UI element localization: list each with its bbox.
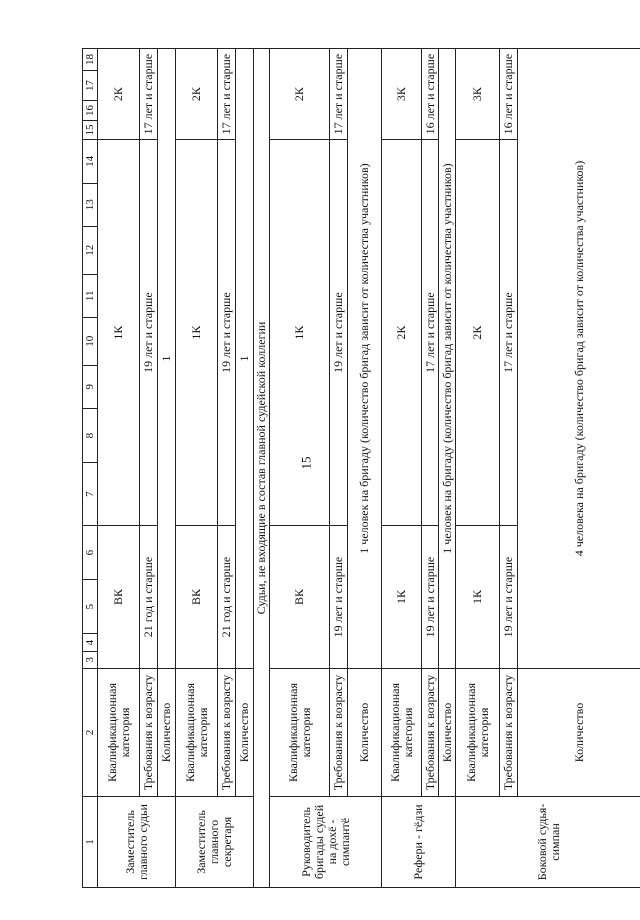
category-cell: 2К bbox=[456, 140, 500, 526]
category-cell: ВК bbox=[176, 526, 218, 669]
table-row bbox=[158, 49, 176, 888]
category-cell: 2К bbox=[98, 49, 140, 140]
role-cell: Рефери - гёдзи bbox=[382, 796, 456, 887]
label-cell: Количество bbox=[439, 669, 456, 797]
table-row bbox=[98, 49, 140, 888]
table-row bbox=[456, 49, 500, 888]
label-cell: Требования к возрасту bbox=[330, 669, 348, 797]
role-cell: Боковой судья-симпан bbox=[456, 796, 640, 887]
age-cell: 19 лет и старше bbox=[422, 526, 439, 669]
col-header: 4 bbox=[83, 634, 98, 651]
age-cell: 19 лет и старше bbox=[218, 140, 236, 526]
age-cell: 17 лет и старше bbox=[218, 49, 236, 140]
age-cell: 17 лет и старше bbox=[140, 49, 158, 140]
age-cell: 16 лет и старше bbox=[422, 49, 439, 140]
table-row bbox=[330, 49, 348, 888]
age-cell: 19 лет и старше bbox=[140, 140, 158, 526]
category-cell: 3К bbox=[456, 49, 500, 140]
age-cell: 19 лет и старше bbox=[500, 526, 518, 669]
label-cell: Требования к возрасту bbox=[422, 669, 439, 797]
label-cell: Количество bbox=[158, 669, 176, 797]
label-cell: Квалификационная категория bbox=[176, 669, 218, 797]
col-header: 10 bbox=[83, 317, 98, 365]
table-row bbox=[140, 49, 158, 888]
label-cell: Квалификационная категория bbox=[456, 669, 500, 797]
category-cell: ВК bbox=[270, 526, 330, 669]
label-cell: Квалификационная категория bbox=[270, 669, 330, 797]
table-row bbox=[382, 49, 422, 888]
role-cell: Руководитель бригады судей на дохё - симпантё bbox=[270, 796, 382, 887]
category-cell: 3К bbox=[382, 49, 422, 140]
col-header: 8 bbox=[83, 408, 98, 462]
col-header: 17 bbox=[83, 70, 98, 100]
col-header: 14 bbox=[83, 140, 98, 183]
col-header: 12 bbox=[83, 226, 98, 274]
category-cell: 2К bbox=[382, 140, 422, 526]
age-cell: 17 лет и старше bbox=[500, 140, 518, 526]
age-cell: 19 лет и старше bbox=[330, 526, 348, 669]
category-cell: 2К bbox=[270, 49, 330, 140]
table-row bbox=[254, 49, 270, 888]
age-cell: 19 лет и старше bbox=[330, 140, 348, 526]
count-cell: 1 человек на бригаду (количество бригад зависит от количества участников) bbox=[439, 49, 456, 669]
table-row bbox=[218, 49, 236, 888]
col-header: 9 bbox=[83, 365, 98, 408]
label-cell: Квалификационная категория bbox=[98, 669, 140, 797]
col-header: 13 bbox=[83, 183, 98, 226]
col-header: 2 bbox=[83, 669, 98, 797]
judges-requirements-table bbox=[82, 48, 640, 888]
category-cell: 1К bbox=[98, 140, 140, 526]
category-cell: 1К bbox=[382, 526, 422, 669]
col-header: 1 bbox=[83, 796, 98, 887]
header-row bbox=[83, 49, 98, 888]
table-row bbox=[500, 49, 518, 888]
table-row bbox=[422, 49, 439, 888]
col-header: 6 bbox=[83, 526, 98, 580]
table-row bbox=[518, 49, 640, 888]
label-cell: Требования к возрасту bbox=[218, 669, 236, 797]
age-cell: 21 год и старше bbox=[218, 526, 236, 669]
col-header: 7 bbox=[83, 463, 98, 526]
label-cell: Квалификационная категория bbox=[382, 669, 422, 797]
page-number: 15 bbox=[298, 456, 314, 470]
category-cell: 1К bbox=[456, 526, 500, 669]
col-header: 5 bbox=[83, 580, 98, 634]
role-cell: Заместитель главного секретаря bbox=[176, 796, 254, 887]
table-row bbox=[270, 49, 330, 888]
col-header: 15 bbox=[83, 120, 98, 140]
label-cell: Количество bbox=[348, 669, 382, 797]
col-header: 11 bbox=[83, 274, 98, 317]
role-cell: Заместитель главного судьи bbox=[98, 796, 176, 887]
age-cell: 17 лет и старше bbox=[422, 140, 439, 526]
label-cell: Количество bbox=[236, 669, 254, 797]
table-row bbox=[176, 49, 218, 888]
count-cell: 1 bbox=[236, 49, 254, 669]
count-cell: 1 человек на бригаду (количество бригад зависит от количества участников) bbox=[348, 49, 382, 669]
category-cell: ВК bbox=[98, 526, 140, 669]
category-cell: 1К bbox=[176, 140, 218, 526]
table-row bbox=[348, 49, 382, 888]
label-cell: Количество bbox=[518, 669, 640, 797]
age-cell: 16 лет и старше bbox=[500, 49, 518, 140]
age-cell: 17 лет и старше bbox=[330, 49, 348, 140]
label-cell: Требования к возрасту bbox=[140, 669, 158, 797]
category-cell: 2К bbox=[176, 49, 218, 140]
age-cell: 21 год и старше bbox=[140, 526, 158, 669]
col-header: 18 bbox=[83, 49, 98, 71]
count-cell: 4 человека на бригаду (количество бригад зависит от количества участников) bbox=[518, 49, 640, 669]
table-row bbox=[236, 49, 254, 888]
category-cell: 1К bbox=[270, 140, 330, 526]
section-header: Судьи, не входящие в состав главной судейской коллегии bbox=[254, 49, 270, 888]
rotated-table-container bbox=[82, 48, 640, 888]
label-cell: Требования к возрасту bbox=[500, 669, 518, 797]
table-row bbox=[439, 49, 456, 888]
col-header: 16 bbox=[83, 101, 98, 121]
count-cell: 1 bbox=[158, 49, 176, 669]
col-header: 3 bbox=[83, 651, 98, 668]
